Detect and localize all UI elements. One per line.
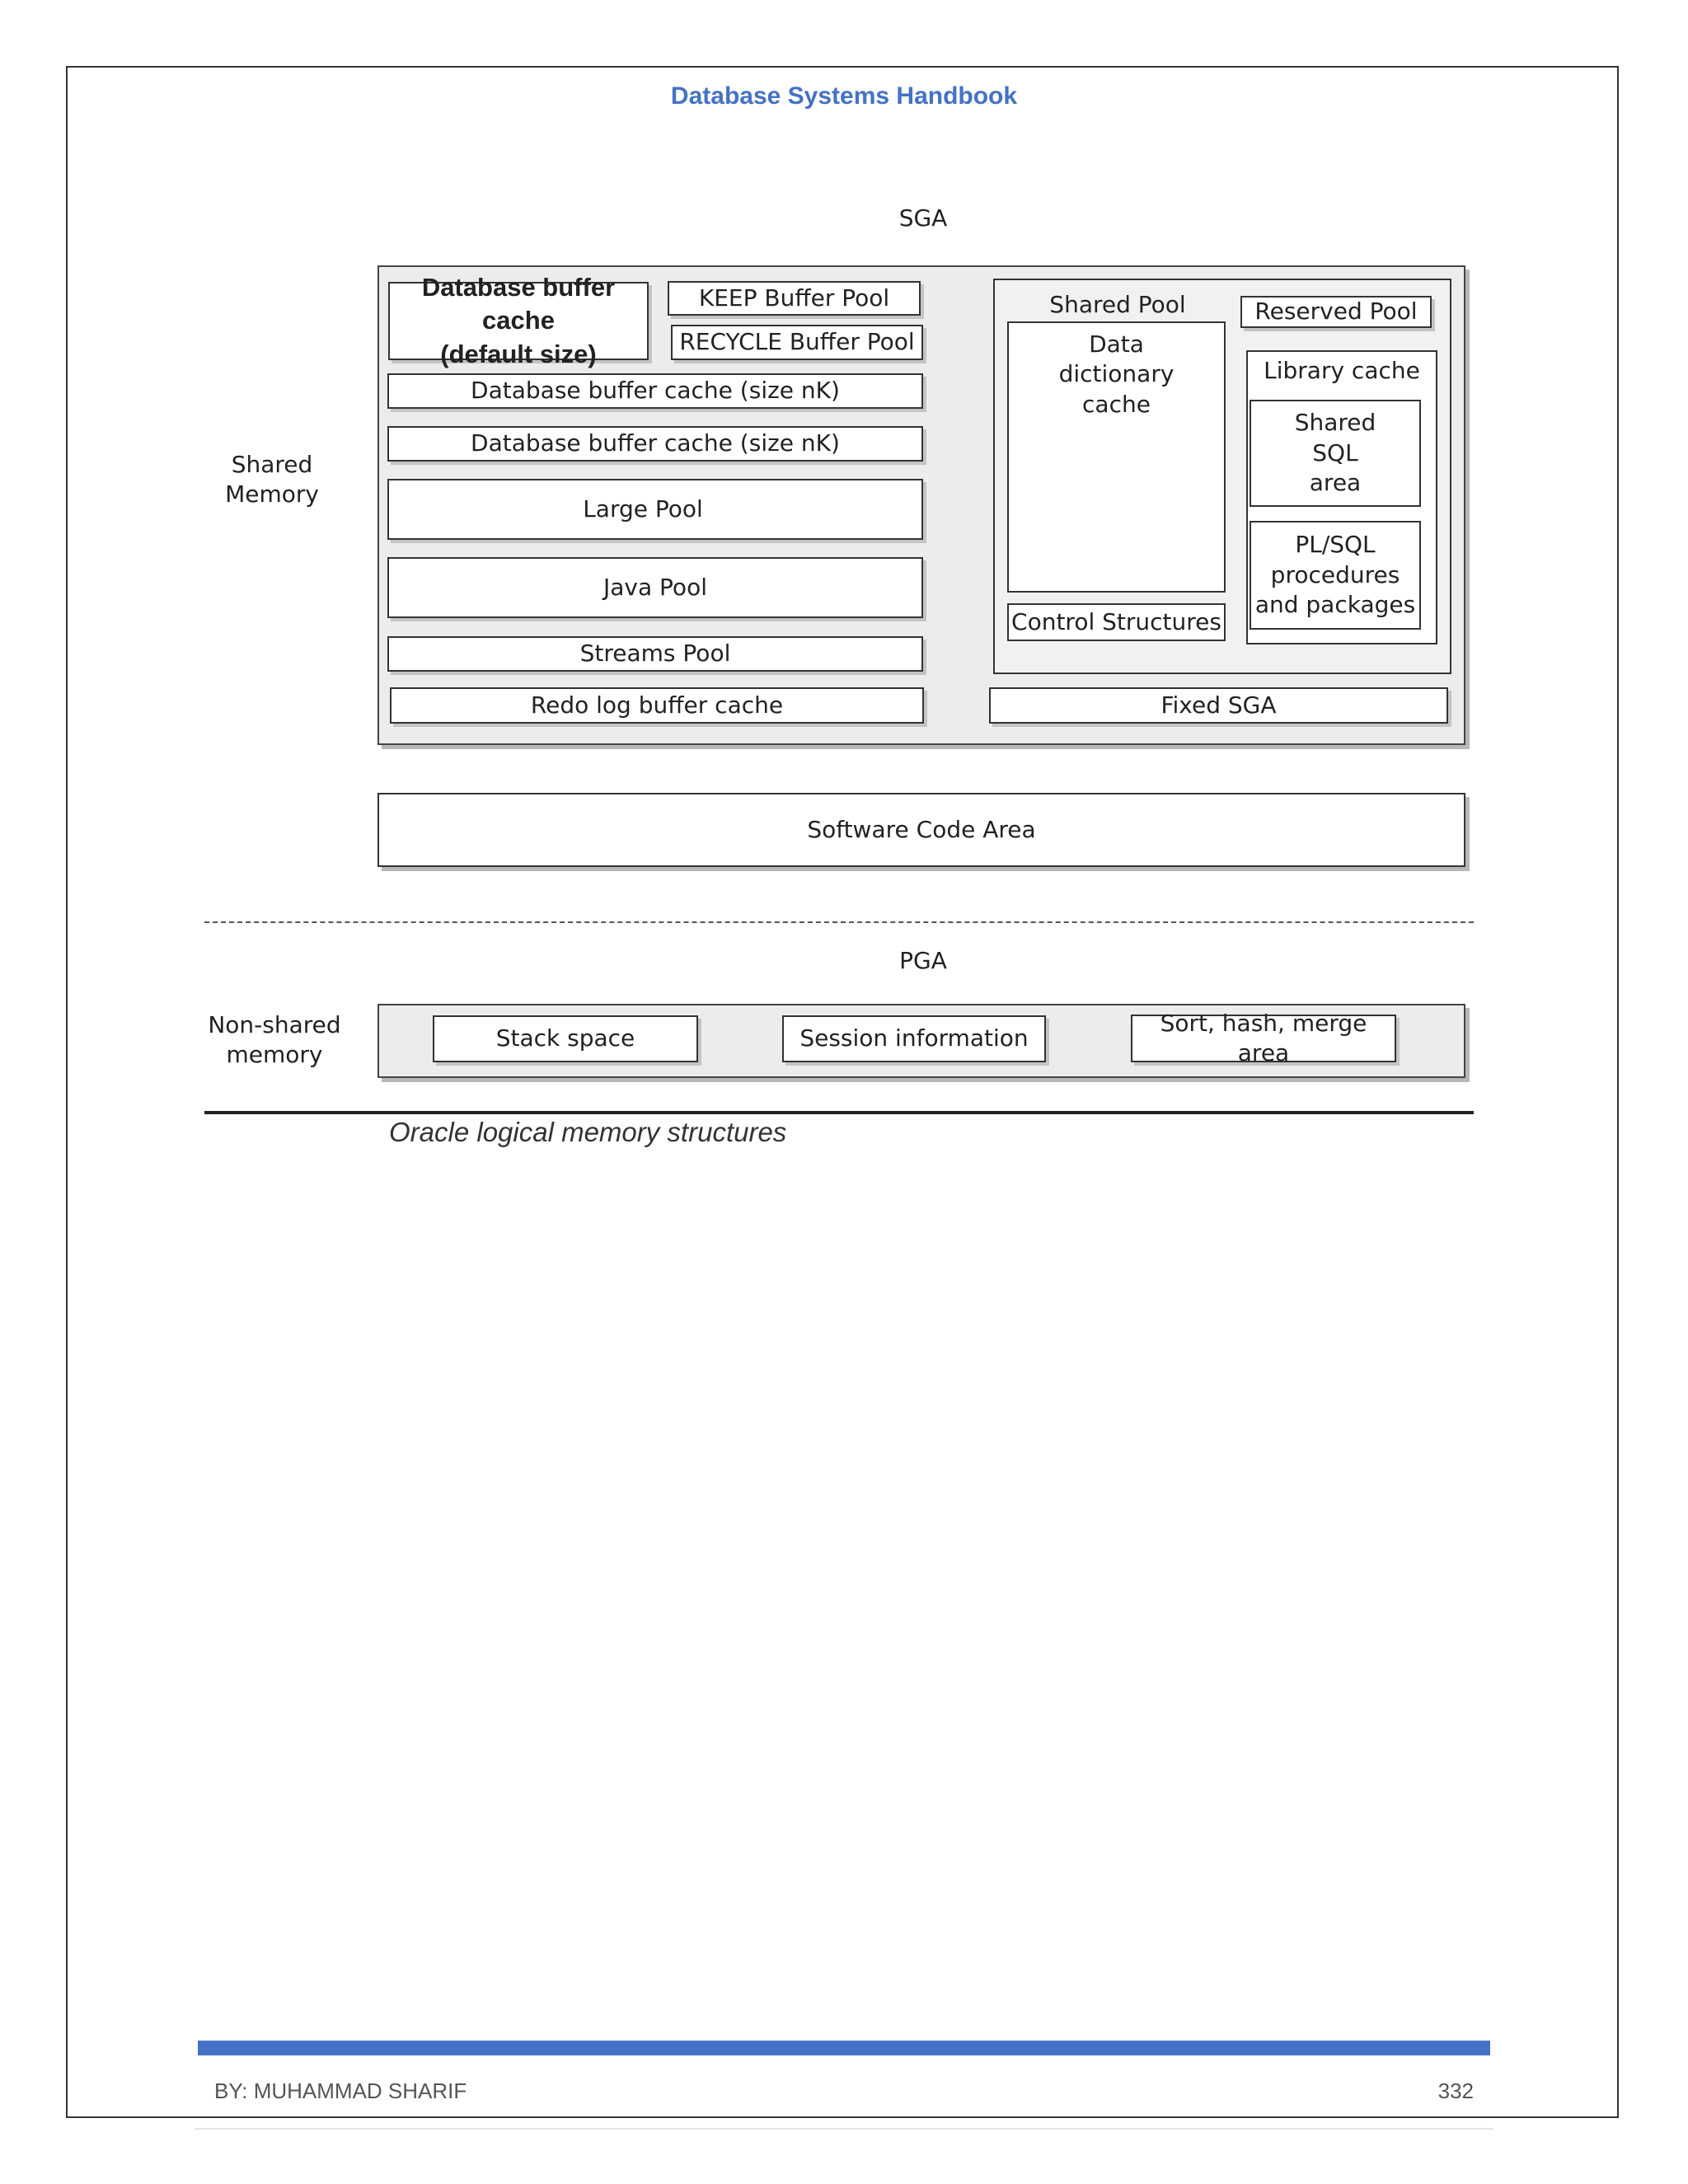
header-title: Database Systems Handbook <box>670 82 1018 110</box>
stack-space: Stack space <box>433 1015 698 1062</box>
large-pool-label: Large Pool <box>583 494 703 523</box>
keep-buffer-pool: KEEP Buffer Pool <box>668 281 921 316</box>
software-code-area: Software Code Area <box>377 793 1465 867</box>
large-pool <box>387 479 923 540</box>
reserved-pool: Reserved Pool <box>1240 296 1432 328</box>
footer-author: BY: MUHAMMAD SHARIF <box>214 2079 467 2103</box>
sort-hash-merge-area: Sort, hash, merge area <box>1131 1015 1396 1062</box>
streams-pool: Streams Pool <box>387 636 923 672</box>
data-dictionary-cache: Data dictionary cache <box>1007 321 1226 593</box>
sga-label: SGA <box>898 204 948 232</box>
footer-bar <box>198 2041 1490 2055</box>
java-pool: Java Pool <box>387 557 923 618</box>
figure-caption: Oracle logical memory structures <box>389 1117 787 1147</box>
footer-rule <box>195 2128 1493 2130</box>
recycle-buffer-pool: RECYCLE Buffer Pool <box>671 325 923 360</box>
library-cache-label: Library cache <box>1264 357 1420 384</box>
control-structures: Control Structures <box>1007 603 1226 641</box>
caption-rule <box>204 1111 1474 1114</box>
memory-divider <box>204 921 1474 923</box>
session-information: Session information <box>782 1015 1046 1062</box>
non-shared-memory-label: Non-shared memory <box>208 1011 341 1069</box>
page-number: 332 <box>1437 2079 1474 2103</box>
shared-pool-label: Shared Pool <box>1049 291 1186 318</box>
db-buffer-cache-default: Database buffer cache (default size) <box>388 282 649 360</box>
redo-log-buffer-cache: Redo log buffer cache <box>390 687 924 724</box>
shared-sql-area: Shared SQL area <box>1250 400 1421 507</box>
db-buffer-cache-nk-1: Database buffer cache (size nK) <box>387 373 923 409</box>
fixed-sga: Fixed SGA <box>989 687 1448 724</box>
plsql-procedures: PL/SQL procedures and packages <box>1250 521 1421 630</box>
shared-memory-label: Shared Memory <box>225 451 319 509</box>
db-buffer-cache-nk-2: Database buffer cache (size nK) <box>387 426 923 462</box>
pga-label: PGA <box>899 947 947 974</box>
